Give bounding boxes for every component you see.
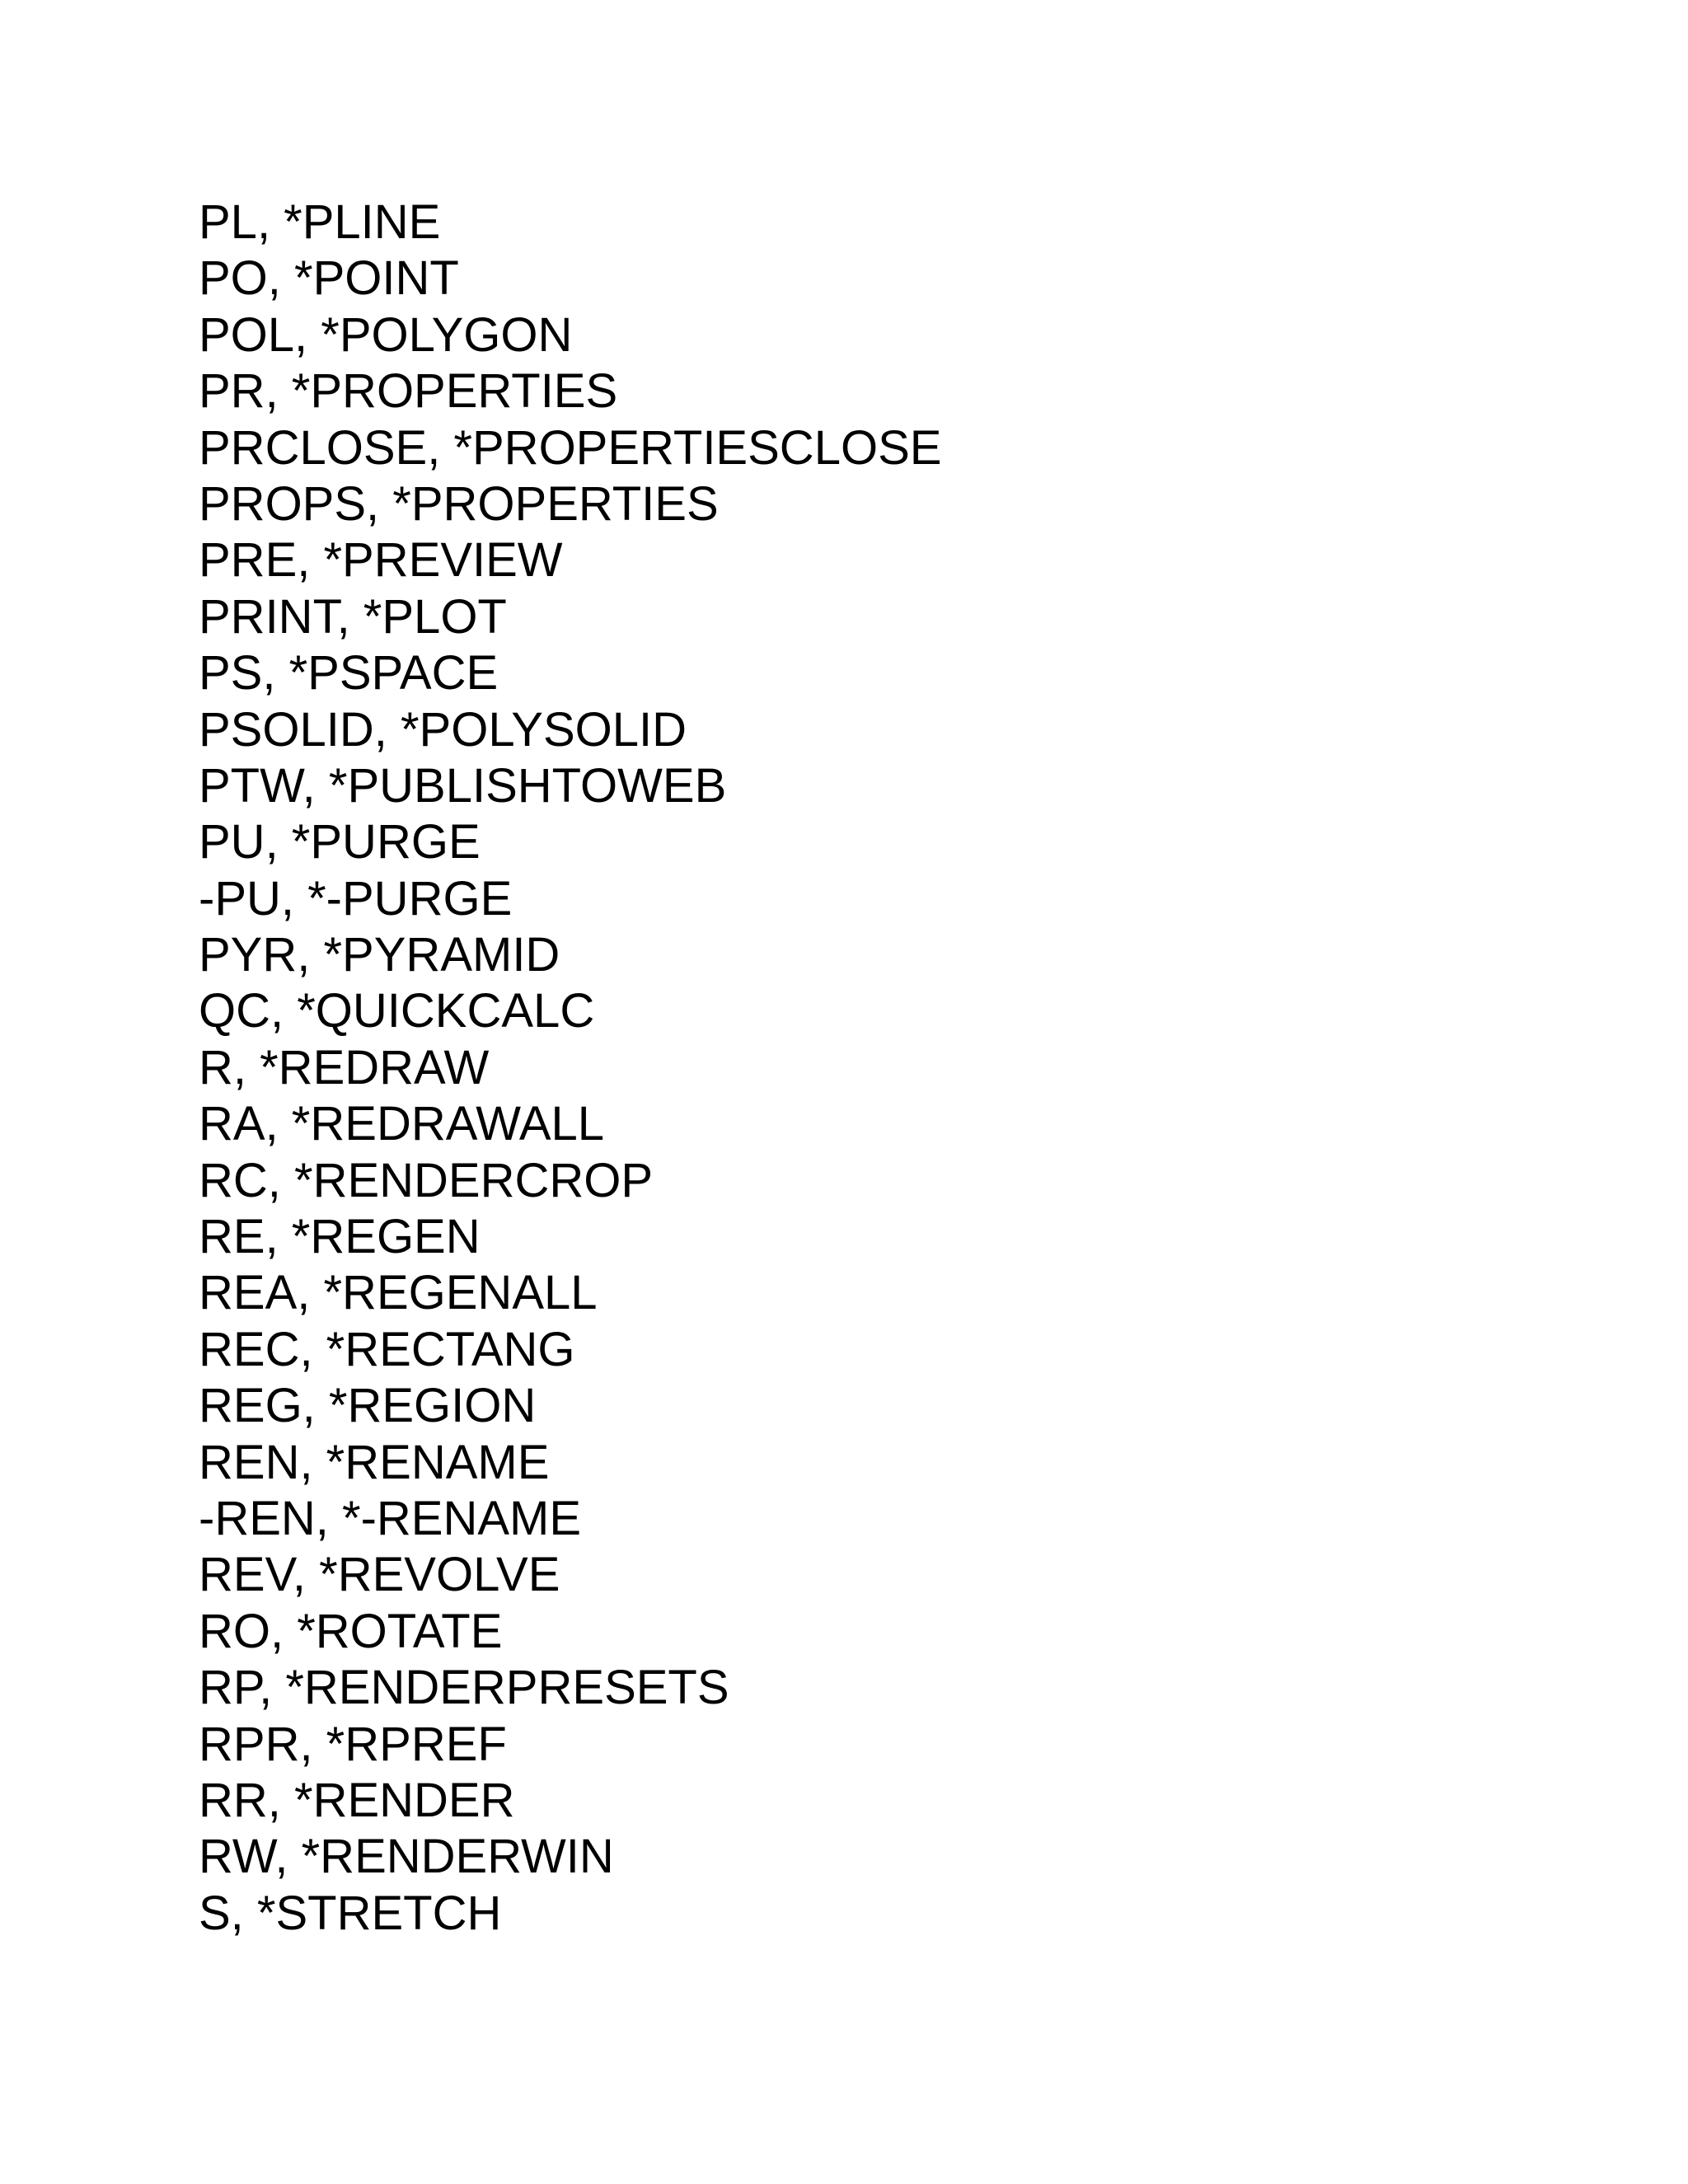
alias-line: PRE, *PREVIEW	[199, 533, 563, 588]
alias-line: S, *STRETCH	[199, 1886, 502, 1940]
alias-line: PRCLOSE, *PROPERTIESCLOSE	[199, 420, 942, 475]
alias-line: PYR, *PYRAMID	[199, 928, 560, 982]
alias-line: RC, *RENDERCROP	[199, 1153, 654, 1207]
alias-line: REG, *REGION	[199, 1379, 537, 1433]
alias-line: REV, *REVOLVE	[199, 1548, 560, 1602]
alias-line: QC, *QUICKCALC	[199, 984, 595, 1038]
alias-line: PSOLID, *POLYSOLID	[199, 702, 687, 757]
alias-line: PL, *PLINE	[199, 195, 441, 249]
alias-line: POL, *POLYGON	[199, 307, 573, 362]
alias-line: PS, *PSPACE	[199, 646, 499, 701]
alias-line: RPR, *RPREF	[199, 1717, 507, 1771]
alias-line: -REN, *-RENAME	[199, 1491, 582, 1545]
alias-line: RE, *REGEN	[199, 1210, 481, 1264]
alias-line: REA, *REGENALL	[199, 1266, 598, 1320]
alias-line: REC, *RECTANG	[199, 1322, 575, 1376]
alias-line: PR, *PROPERTIES	[199, 364, 618, 419]
alias-line: PROPS, *PROPERTIES	[199, 476, 719, 531]
alias-line: PO, *POINT	[199, 251, 459, 306]
alias-line: RP, *RENDERPRESETS	[199, 1661, 729, 1715]
alias-line: -PU, *-PURGE	[199, 871, 513, 926]
alias-line: RO, *ROTATE	[199, 1604, 503, 1658]
alias-line: RR, *RENDER	[199, 1773, 515, 1827]
alias-line: REN, *RENAME	[199, 1435, 550, 1489]
command-alias-list	[199, 194, 941, 1942]
alias-line: PTW, *PUBLISHTOWEB	[199, 758, 727, 813]
alias-line: PRINT, *PLOT	[199, 589, 507, 644]
alias-line: PU, *PURGE	[199, 815, 481, 869]
alias-line: R, *REDRAW	[199, 1040, 490, 1094]
alias-line: RA, *REDRAWALL	[199, 1097, 605, 1151]
alias-line: RW, *RENDERWIN	[199, 1830, 614, 1884]
